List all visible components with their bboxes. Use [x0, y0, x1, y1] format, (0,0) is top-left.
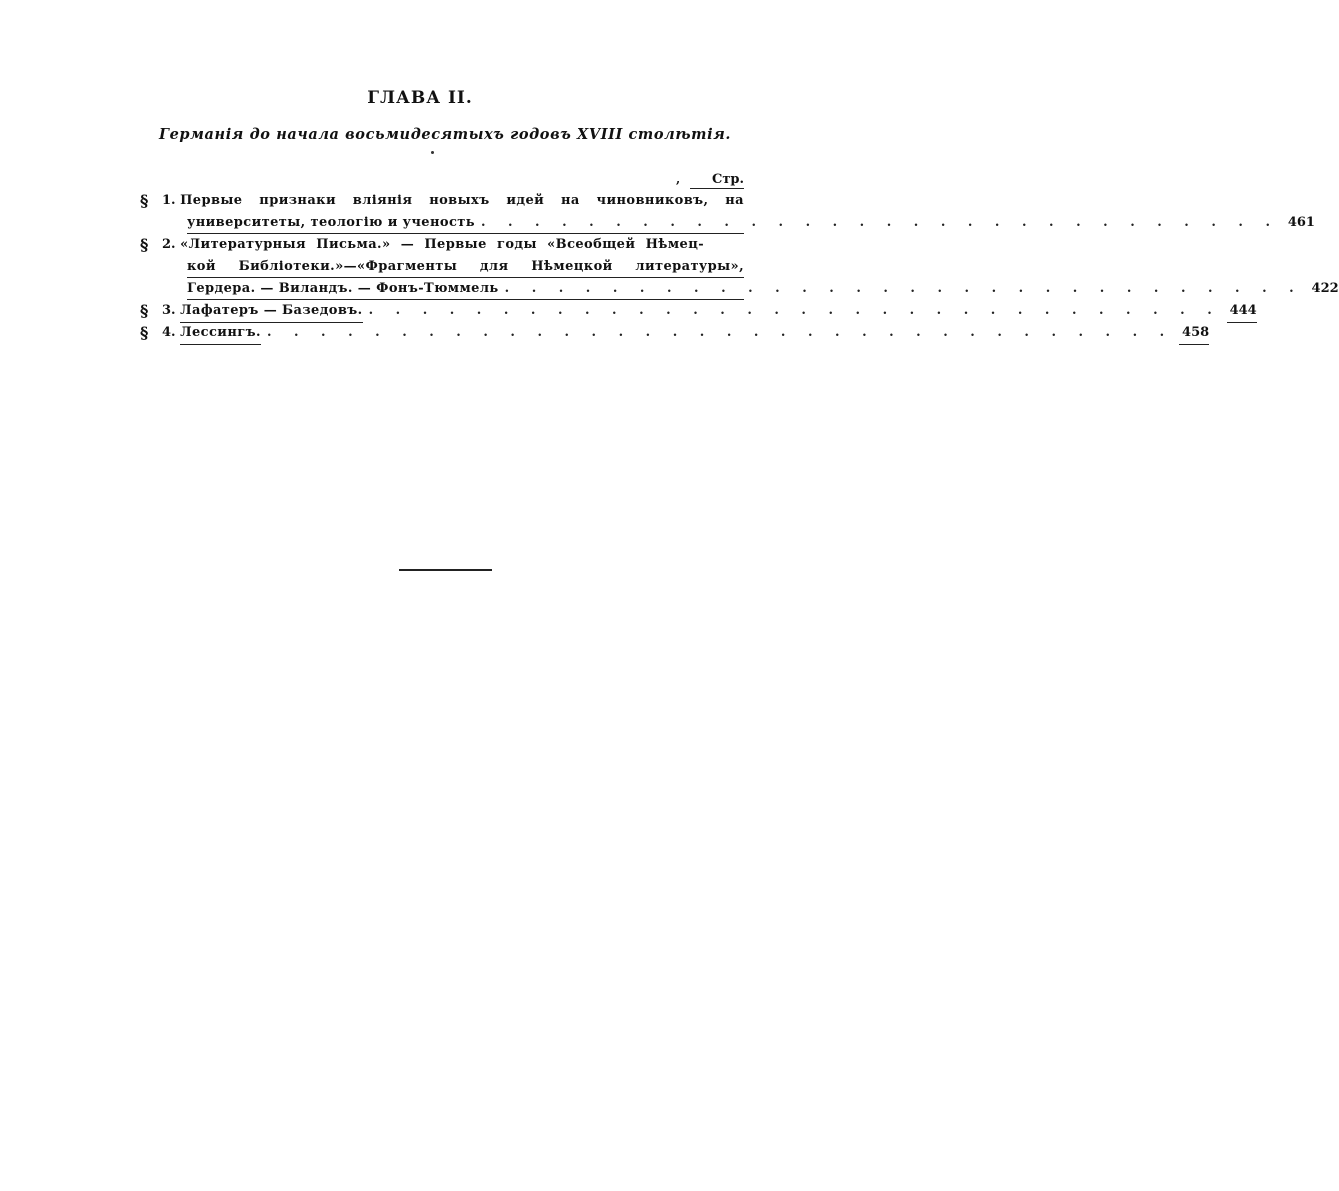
- section-sign: §: [140, 301, 149, 320]
- entry-text-line: университеты, теологію и ученость: [187, 215, 475, 230]
- entry-text-line: Гердера. — Виландъ. — Фонъ-Тюммель: [187, 281, 499, 296]
- entry-page: 458: [1179, 322, 1209, 345]
- leader-dots: . . . . . . . . . . . . . . . . . . . . . . . . . . . . . .: [504, 281, 1303, 296]
- toc-entry-4: [140, 322, 1210, 344]
- entry-page: 444: [1227, 300, 1257, 323]
- section-sign: §: [140, 235, 149, 254]
- leader-dots: . . . . . . . . . . . . . . . . . . . . . . . . . . . . . .: [480, 215, 1279, 230]
- entry-text-line: «Литературныя Письма.» — Первые годы «Всеобщей Нѣмец-: [180, 237, 704, 252]
- entry-page: 422: [1311, 281, 1339, 296]
- section-sign: §: [140, 191, 149, 210]
- dot-mark: [431, 151, 434, 154]
- toc-column-header: [140, 170, 744, 190]
- chapter-subtitle: Германія до начала восьмидесятыхъ годовъ XVIII столѣтія.: [158, 126, 732, 143]
- entry-number: 4.: [162, 325, 176, 340]
- toc-entry-1: [140, 190, 1315, 234]
- toc-entry-3: [140, 300, 1257, 322]
- toc-entry-2: [140, 234, 1339, 300]
- entry-text-line: Первые признаки вліянія новыхъ идей на чиновниковъ, на: [180, 193, 744, 208]
- entry-text-line: кой Библіотеки.»—«Фрагменты для Нѣмецкой литературы»,: [187, 259, 744, 274]
- entry-text-line: Лафатеръ — Базедовъ.: [180, 300, 362, 323]
- section-sign: §: [140, 323, 149, 342]
- header-mark: ,: [676, 172, 681, 186]
- leader-dots: . . . . . . . . . . . . . . . . . . . . . . . . . . . . . . . . . .: [266, 325, 1174, 340]
- entry-number: 1.: [162, 193, 176, 208]
- table-of-contents: [140, 170, 1339, 344]
- entry-number: 2.: [162, 237, 176, 252]
- page-column-label: Стр.: [690, 172, 744, 189]
- entry-page: 461: [1287, 215, 1315, 230]
- chapter-title: ГЛАВА II.: [367, 88, 473, 108]
- leader-dots: . . . . . . . . . . . . . . . . . . . . . . . . . . . . . . . .: [368, 303, 1221, 318]
- section-divider: [399, 569, 492, 571]
- entry-text-line: Лессингъ.: [180, 322, 261, 345]
- entry-number: 3.: [162, 303, 176, 318]
